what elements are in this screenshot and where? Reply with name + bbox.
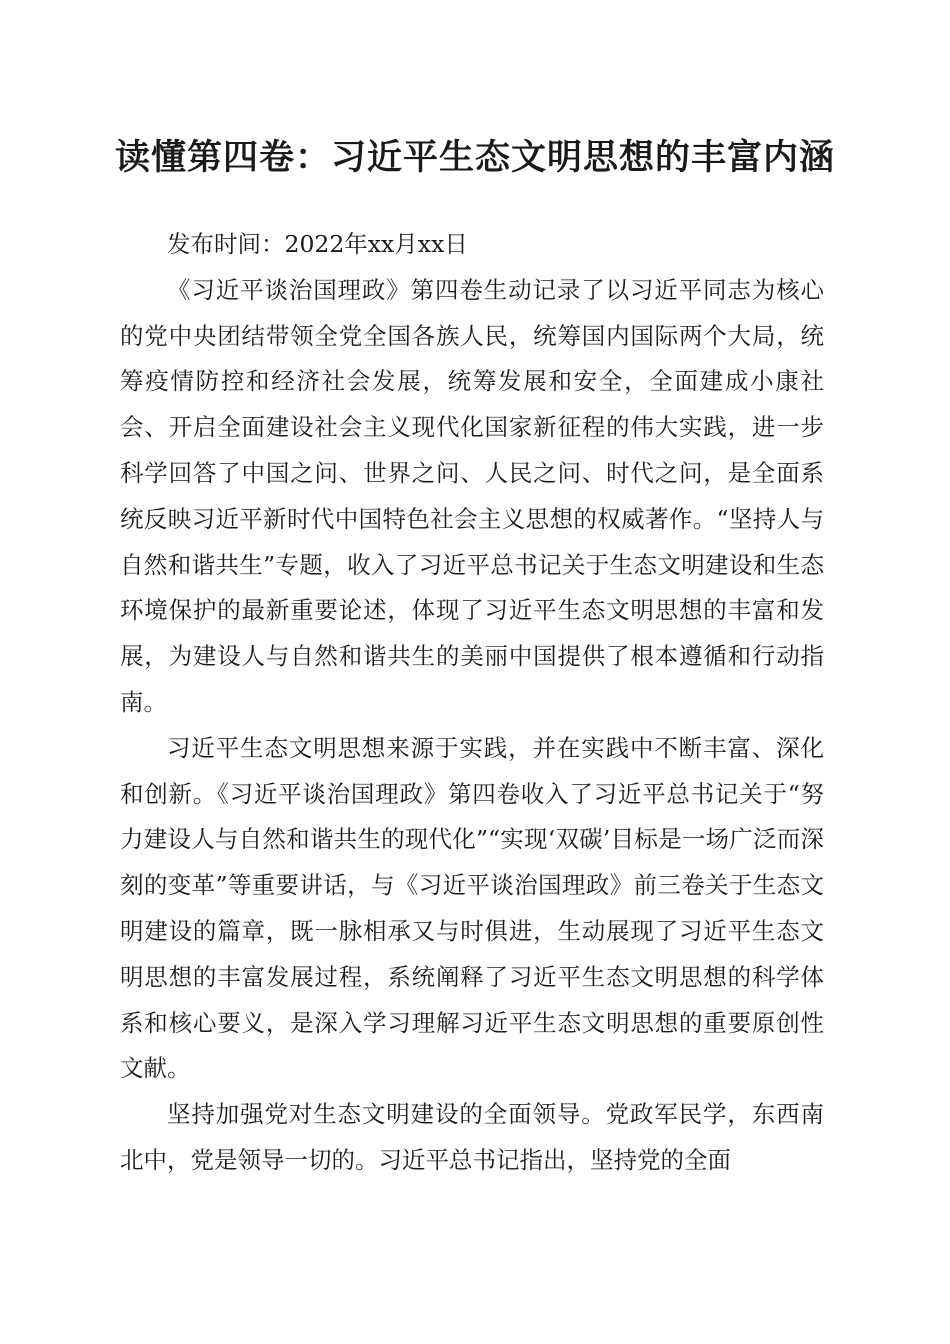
publish-date-line: 发布时间：2022年xx月xx日: [167, 230, 468, 258]
document-title: 读懂第四卷：习近平生态文明思想的丰富内涵: [114, 137, 835, 178]
paragraph-3: 坚持加强党对生态文明建设的全面领导。党政军民学，东西南北中，党是领导一切的。习近平总书记指出，坚持党的全面: [120, 1100, 824, 1174]
paragraph-2: 习近平生态文明思想来源于实践，并在实践中不断丰富、深化和创新。《习近平谈治国理政》第四卷收入了习近平总书记关于“努力建设人与自然和谐共生的现代化”“实现‘双碳’目标是一场广泛而深刻的变革”等重要讲话，与《习近平谈治国理政》前三卷关于生态文明建设的篇章，既一脉相承又与时俱进，生动展现了习近平生态文明思想的丰富发展过程，系统阐释了习近平生态文明思想的科学体系和核心要义，是深入学习理解习近平生态文明思想的重要原创性文献。: [120, 733, 824, 1083]
paragraph-1: 《习近平谈治国理政》第四卷生动记录了以习近平同志为核心的党中央团结带领全党全国各族人民，统筹国内国际两个大局，统筹疫情防控和经济社会发展，统筹发展和安全，全面建成小康社会、开启全面建设社会主义现代化国家新征程的伟大实践，进一步科学回答了中国之问、世界之问、人民之问、时代之问，是全面系统反映习近平新时代中国特色社会主义思想的权威著作。“坚持人与自然和谐共生”专题，收入了习近平总书记关于生态文明建设和生态环境保护的最新重要论述，体现了习近平生态文明思想的丰富和发展，为建设人与自然和谐共生的美丽中国提供了根本遵循和行动指南。: [120, 275, 824, 716]
document-body: [120, 222, 824, 1184]
